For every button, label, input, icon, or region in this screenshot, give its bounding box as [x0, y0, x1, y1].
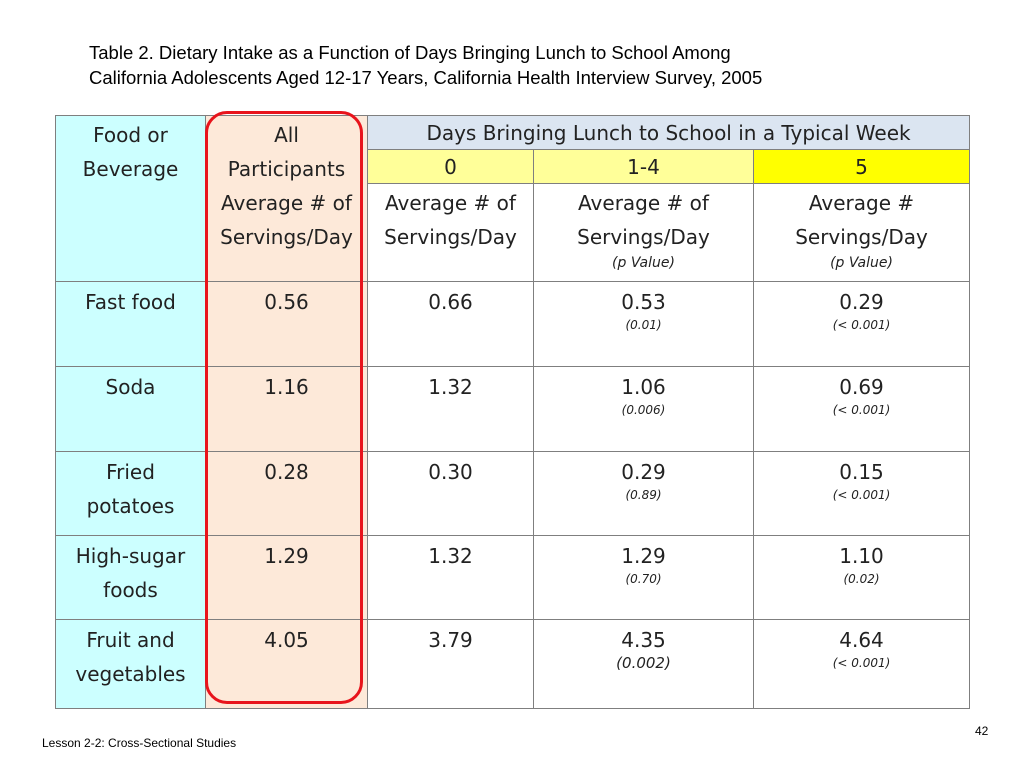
days-5-p-value: (< 0.001): [832, 488, 891, 502]
days-0-subheader: [368, 184, 534, 282]
table-row: [56, 536, 970, 620]
table-row: [56, 367, 970, 452]
food-label-line-1: Fast food: [85, 290, 176, 314]
days-1-4-cell: [534, 536, 754, 620]
days-1-4-value: 4.35: [621, 628, 666, 652]
title-line-2: California Adolescents Aged 12-17 Years, California Health Interview Survey, 2005: [89, 67, 763, 88]
food-label-line-1: Fruit and: [86, 628, 175, 652]
days-5-sub-line-2: Servings/Day: [795, 225, 928, 249]
page-number: 42: [975, 724, 989, 738]
title-line-1: Table 2. Dietary Intake as a Function of Days Bringing Lunch to School Among: [89, 42, 731, 63]
days-1-4-value: 0.29: [621, 460, 666, 484]
days-5-p-value: (< 0.001): [832, 656, 891, 670]
days-5-header: 5: [754, 150, 970, 184]
days-5-subheader: [754, 184, 970, 282]
food-label: [56, 536, 206, 620]
days-1-4-value: 0.53: [621, 290, 666, 314]
days-5-sub-line-1: Average #: [808, 191, 915, 215]
days-1-4-value: 1.06: [621, 375, 666, 399]
days-5-value: 0.69: [839, 375, 884, 399]
days-1-4-p-value: (0.89): [625, 488, 662, 502]
days-1-4-cell: [534, 620, 754, 709]
days-5-cell: [754, 282, 970, 367]
days-5-p-value: (0.02): [843, 572, 880, 586]
days-1-4-p-value: (0.70): [625, 572, 662, 586]
food-label-line-2: potatoes: [86, 494, 175, 518]
days-0-value: 0.30: [368, 452, 534, 536]
all-participants-value: 1.29: [206, 536, 368, 620]
food-label-line-1: Fried: [106, 460, 155, 484]
all-header-line-4: Servings/Day: [220, 225, 353, 249]
food-label: [56, 367, 206, 452]
days-5-p-value: (< 0.001): [832, 318, 891, 332]
all-header-line-2: Participants: [227, 157, 346, 181]
table-row: [56, 620, 970, 709]
days-1-4-p-value: (0.006): [621, 403, 666, 417]
food-label: [56, 452, 206, 536]
days-0-value: 1.32: [368, 367, 534, 452]
days-5-cell: [754, 367, 970, 452]
days-1-4-p-value: (0.01): [625, 318, 662, 332]
days-5-cell: [754, 536, 970, 620]
dietary-intake-table: [55, 115, 970, 709]
days-5-value: 1.10: [839, 544, 884, 568]
table-title: [89, 40, 989, 90]
days-bringing-lunch-header: Days Bringing Lunch to School in a Typical Week: [368, 116, 970, 150]
food-label-line-2: foods: [103, 578, 158, 602]
all-participants-header: [206, 116, 368, 282]
days-1-4-value: 1.29: [621, 544, 666, 568]
days-1-4-subheader: [534, 184, 754, 282]
days-5-value: 4.64: [839, 628, 884, 652]
days-1-4-cell: [534, 282, 754, 367]
food-label: [56, 620, 206, 709]
days-5-cell: [754, 452, 970, 536]
food-label-line-2: vegetables: [75, 662, 186, 686]
days-1-4-cell: [534, 367, 754, 452]
all-participants-value: 0.28: [206, 452, 368, 536]
all-header-line-1: All: [274, 123, 299, 147]
all-participants-value: 4.05: [206, 620, 368, 709]
days-1-4-sub-line-2: Servings/Day: [577, 225, 710, 249]
all-header-line-3: Average # of: [221, 191, 352, 215]
table-row: [56, 282, 970, 367]
food-label-line-1: High-sugar: [75, 544, 186, 568]
days-0-header: 0: [368, 150, 534, 184]
days-5-value: 0.15: [839, 460, 884, 484]
days-0-value: 0.66: [368, 282, 534, 367]
days-0-value: 3.79: [368, 620, 534, 709]
all-participants-value: 0.56: [206, 282, 368, 367]
days-5-cell: [754, 620, 970, 709]
days-5-p-value: (< 0.001): [832, 403, 891, 417]
food-label-line-1: Soda: [105, 375, 156, 399]
days-1-4-cell: [534, 452, 754, 536]
food-header-line-1: Food or: [93, 123, 168, 147]
days-5-value: 0.29: [839, 290, 884, 314]
food-label: [56, 282, 206, 367]
days-0-sub-line-1: Average # of: [385, 191, 516, 215]
days-1-4-sub-line-1: Average # of: [578, 191, 709, 215]
days-1-4-header: 1-4: [534, 150, 754, 184]
days-0-value: 1.32: [368, 536, 534, 620]
food-column-header: [56, 116, 206, 282]
days-1-4-p-value: (0.002): [616, 654, 671, 672]
days-1-4-p-value-label: (p Value): [612, 255, 675, 271]
all-participants-value: 1.16: [206, 367, 368, 452]
days-0-sub-line-2: Servings/Day: [384, 225, 517, 249]
food-header-line-2: Beverage: [82, 157, 179, 181]
header-row-1: [56, 116, 970, 150]
days-5-p-value-label: (p Value): [830, 255, 893, 271]
table-row: [56, 452, 970, 536]
footer-lesson-label: Lesson 2-2: Cross-Sectional Studies: [42, 736, 237, 750]
